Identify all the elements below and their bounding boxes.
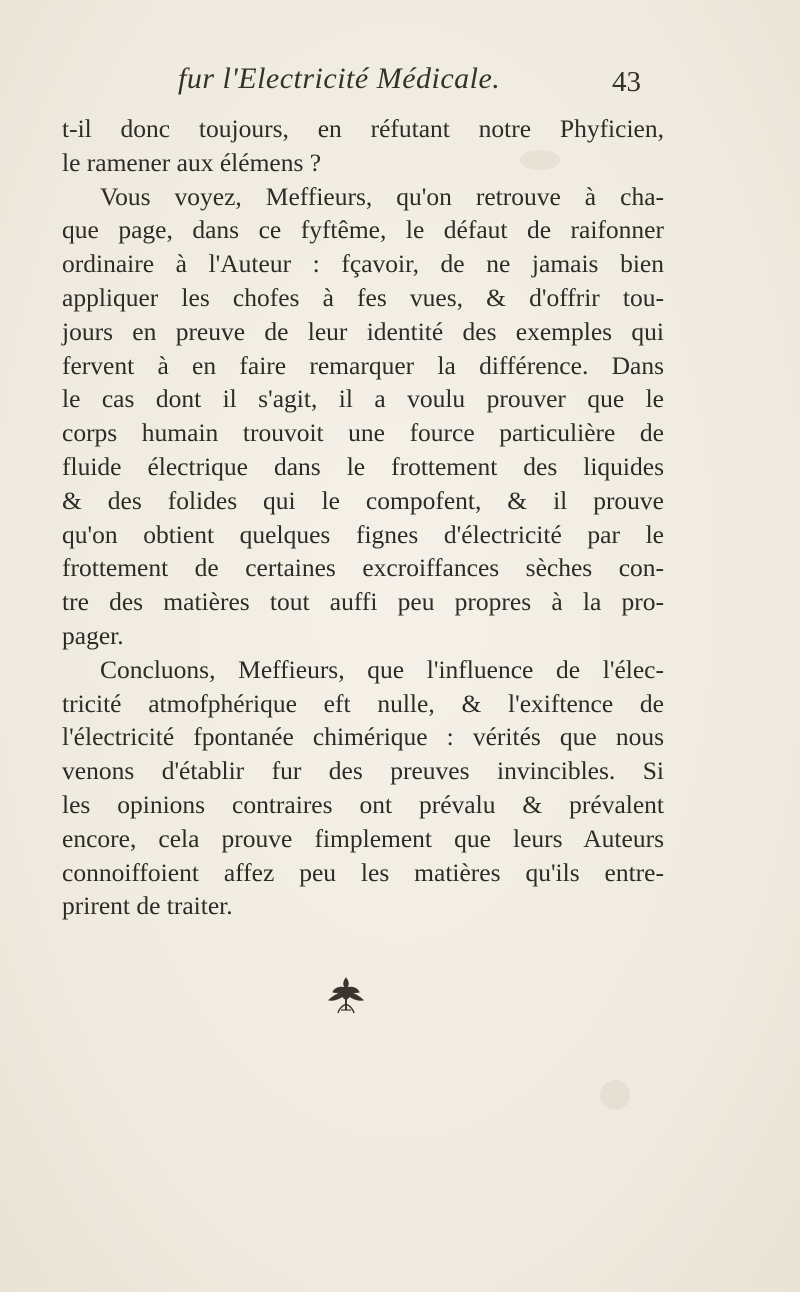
text-line: tricité atmofphérique eft nulle, & l'exiftence de <box>62 688 664 718</box>
text-line: encore, cela prouve fimplement que leurs Auteurs <box>62 823 664 853</box>
text-line: t-il donc toujours, en réfutant notre Phyficien, <box>62 114 664 143</box>
text-line: jours en preuve de leur identité des exemples qui <box>62 316 664 346</box>
text-line: que page, dans ce fyftême, le défaut de raifonner <box>62 215 664 245</box>
text-line: l'électricité fpontanée chimérique : vérités que nous <box>62 722 664 752</box>
text-line: le cas dont il s'agit, il a voulu prouver que le <box>62 384 664 414</box>
text-line: connoiffoient affez peu les matières qu'ils entre- <box>62 857 664 887</box>
text-line: ordinaire à l'Auteur : fçavoir, de ne jamais bien <box>62 249 664 279</box>
text-line: corps humain trouvoit une fource particulière de <box>62 418 664 448</box>
paragraph-start-line: Concluons, Meffieurs, que l'influence de l'élec- <box>100 654 664 684</box>
text-line: venons d'établir fur des preuves invincibles. Si <box>62 756 664 786</box>
page-number: 43 <box>612 66 641 98</box>
text-line: frottement de certaines excroiffances sèches con- <box>62 553 664 583</box>
text-line: tre des matières tout auffi peu propres à la pro- <box>62 587 664 617</box>
text-line: qu'on obtient quelques fignes d'électricité par le <box>62 519 664 549</box>
text-line: & des folides qui le compofent, & il prouve <box>62 485 664 515</box>
text-line: fervent à en faire remarquer la différence. Dans <box>62 350 664 380</box>
text-line: appliquer les chofes à fes vues, & d'offrir tou- <box>62 282 664 312</box>
text-line: les opinions contraires ont prévalu & prévalent <box>62 789 664 819</box>
running-head <box>0 62 800 106</box>
fleuron-ornament-icon <box>323 976 369 1016</box>
paragraph-start-line: Vous voyez, Meffieurs, qu'on retrouve à cha- <box>100 181 664 211</box>
text-line: le ramener aux élémens ? <box>62 147 322 177</box>
body-text <box>62 112 664 923</box>
text-line: fluide électrique dans le frottement des liquides <box>62 451 664 481</box>
paper-stain <box>600 1080 630 1110</box>
running-title: fur l'Electricité Médicale. <box>178 62 501 95</box>
text-line: prirent de traiter. <box>62 891 233 921</box>
text-line: pager. <box>62 620 124 650</box>
